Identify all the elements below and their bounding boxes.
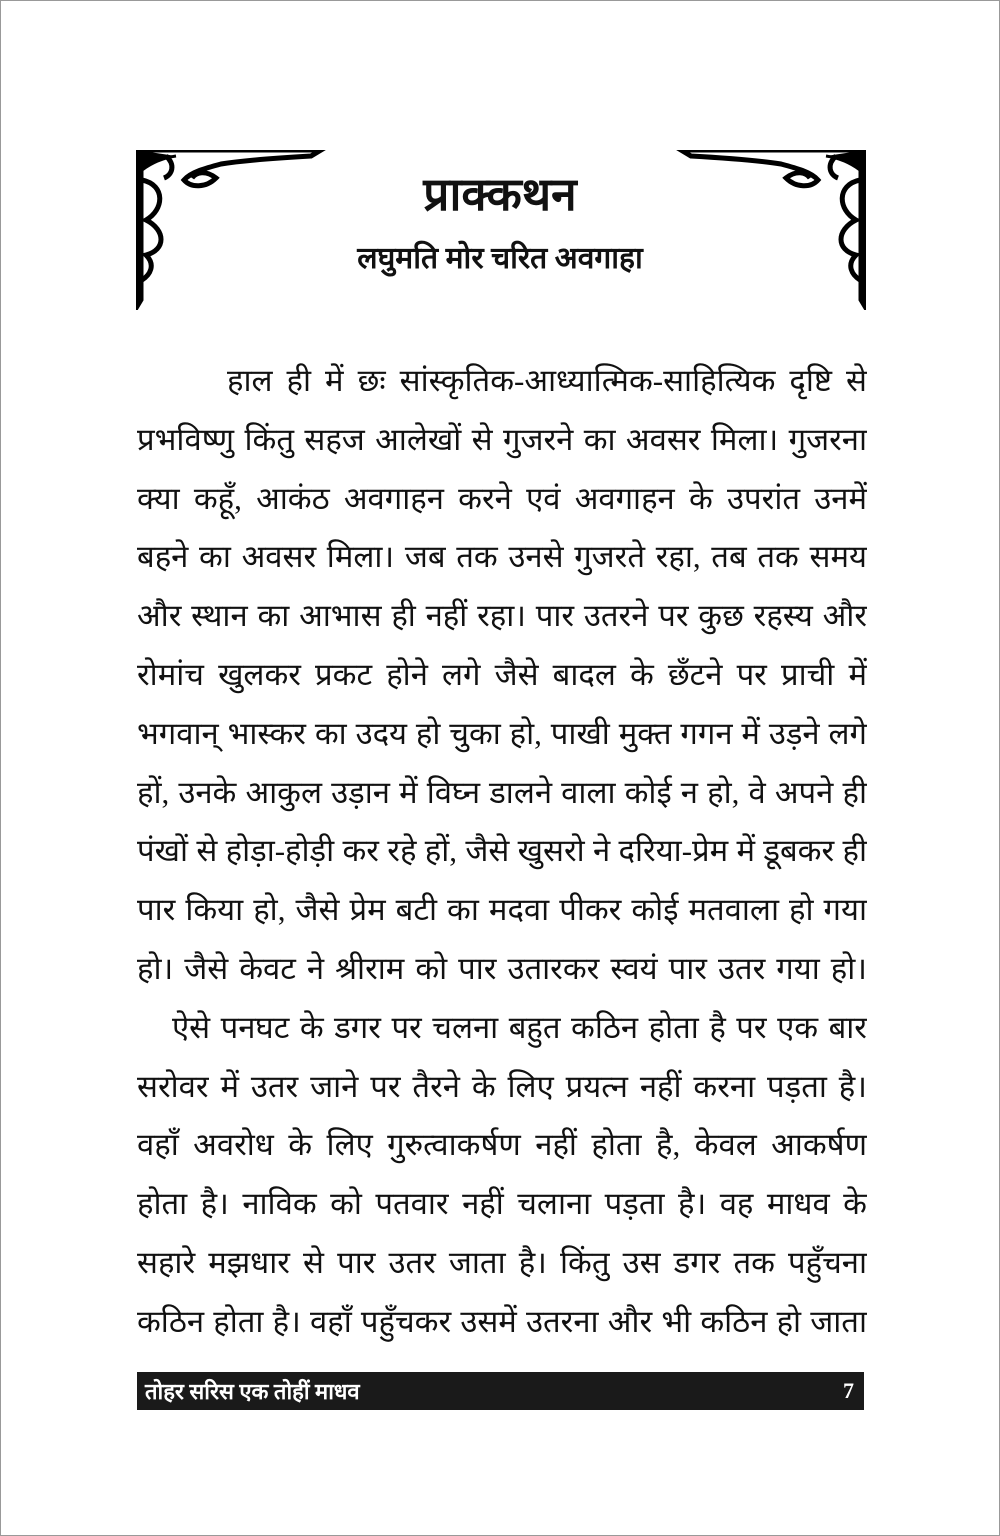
text-line: हों, उनके आकुल उड़ान में विघ्न डालने वाला कोई न हो, वे अपने ही — [137, 774, 867, 810]
text-line: सरोवर में उतर जाने पर तैरने के लिए प्रयत्न नहीं करना पड़ता है। — [137, 1068, 867, 1104]
text-line: कठिन होता है। वहाँ पहुँचकर उसमें उतरना और भी कठिन हो जाता — [137, 1303, 867, 1339]
body-text — [137, 352, 867, 1352]
text-line: सहारे मझधार से पार उतर जाता है। किंतु उस डगर तक पहुँचना — [137, 1244, 867, 1280]
footer-book-title: तोहर सरिस एक तोहीं माधव — [145, 1379, 360, 1404]
text-line: वहाँ अवरोध के लिए गुरुत्वाकर्षण नहीं होता है, केवल आकर्षण — [137, 1127, 867, 1163]
chapter-subtitle: लघुमति मोर चरित अवगाहा — [357, 242, 643, 275]
running-footer — [137, 1372, 864, 1410]
text-line: होता है। नाविक को पतवार नहीं चलाना पड़ता है। वह माधव के — [137, 1186, 867, 1222]
text-line: हो। जैसे केवट ने श्रीराम को पार उतारकर स्वयं पार उतर गया हो। — [137, 950, 867, 986]
text-line: ऐसे पनघट के डगर पर चलना बहुत कठिन होता है पर एक बार — [172, 1009, 867, 1045]
text-line: बहने का अवसर मिला। जब तक उनसे गुजरते रहा, तब तक समय — [137, 539, 867, 575]
text-line: क्या कहूँ, आकंठ अवगाहन करने एवं अवगाहन के उपरांत उनमें — [137, 480, 867, 516]
text-line: पंखों से होड़ा-होड़ी कर रहे हों, जैसे खुसरो ने दरिया-प्रेम में डूबकर ही — [137, 833, 867, 869]
text-line: और स्थान का आभास ही नहीं रहा। पार उतरने पर कुछ रहस्य और — [137, 598, 867, 634]
page-number: 7 — [843, 1378, 854, 1403]
text-line: भगवान् भास्कर का उदय हो चुका हो, पाखी मुक्त गगन में उड़ने लगे — [137, 715, 867, 751]
text-line: हाल ही में छः सांस्कृतिक-आध्यात्मिक-साहित्यिक दृष्टि से — [227, 363, 867, 398]
text-line: रोमांच खुलकर प्रकट होने लगे जैसे बादल के छँटने पर प्राची में — [137, 656, 867, 692]
text-line: पार किया हो, जैसे प्रेम बटी का मदवा पीकर कोई मतवाला हो गया — [137, 892, 867, 928]
text-line: प्रभविष्णु किंतु सहज आलेखों से गुजरने का अवसर मिला। गुजरना — [137, 421, 867, 457]
chapter-title: प्राक्कथन — [423, 169, 577, 220]
